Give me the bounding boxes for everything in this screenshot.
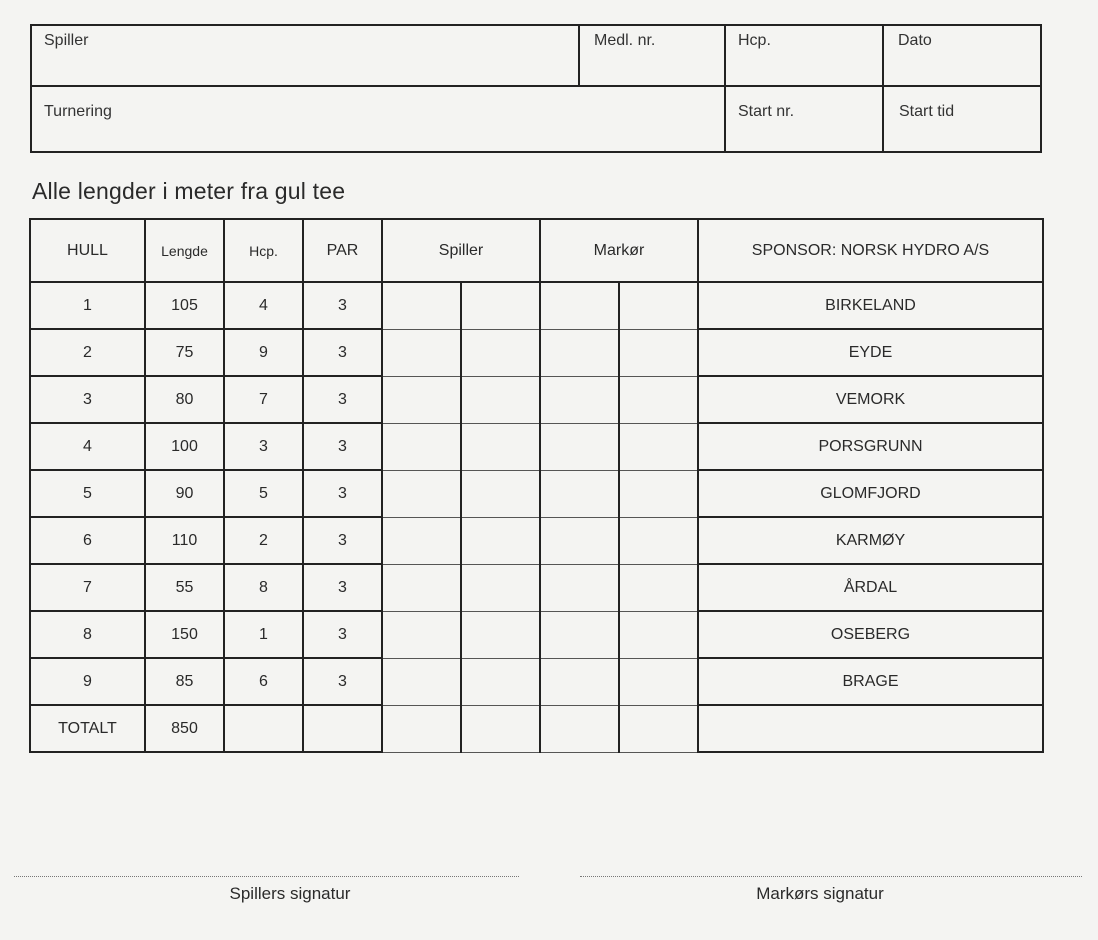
table-row <box>30 423 1043 470</box>
hole-length: 100 <box>145 423 224 470</box>
markor-score-cell[interactable] <box>540 329 619 376</box>
hole-number: 6 <box>30 517 145 564</box>
spiller-score-cell[interactable] <box>461 611 540 658</box>
scorecard-table <box>29 218 1044 753</box>
hole-sponsor: EYDE <box>698 329 1043 376</box>
hole-par: 3 <box>303 517 382 564</box>
hole-length: 90 <box>145 470 224 517</box>
medl-nr-field-label: Medl. nr. <box>594 32 656 49</box>
markor-total-cell[interactable] <box>619 705 698 752</box>
hcp-field-label: Hcp. <box>738 32 771 49</box>
col-header-lengde: Lengde <box>145 219 224 282</box>
spiller-total-cell[interactable] <box>382 705 461 752</box>
hole-hcp: 9 <box>224 329 303 376</box>
spiller-score-cell[interactable] <box>382 517 461 564</box>
spiller-score-cell[interactable] <box>382 658 461 705</box>
dato-field-label: Dato <box>898 32 932 49</box>
markor-score-cell[interactable] <box>619 282 698 329</box>
markor-score-cell[interactable] <box>540 564 619 611</box>
hole-length: 105 <box>145 282 224 329</box>
hole-par: 3 <box>303 658 382 705</box>
hole-number: 7 <box>30 564 145 611</box>
col-header-hcp: Hcp. <box>224 219 303 282</box>
spiller-score-cell[interactable] <box>461 329 540 376</box>
hole-par: 3 <box>303 423 382 470</box>
markor-score-cell[interactable] <box>619 611 698 658</box>
col-header-spiller: Spiller <box>382 219 540 282</box>
hole-number: 5 <box>30 470 145 517</box>
hole-length: 150 <box>145 611 224 658</box>
hole-sponsor: ÅRDAL <box>698 564 1043 611</box>
turnering-field-label: Turnering <box>44 103 112 120</box>
col-header-par: PAR <box>303 219 382 282</box>
player-info-box <box>30 24 1042 153</box>
markor-score-cell[interactable] <box>540 470 619 517</box>
hole-number: 8 <box>30 611 145 658</box>
total-hcp-cell <box>224 705 303 752</box>
total-sponsor-cell <box>698 705 1043 752</box>
hole-sponsor: VEMORK <box>698 376 1043 423</box>
markor-score-cell[interactable] <box>619 517 698 564</box>
spiller-score-cell[interactable] <box>461 658 540 705</box>
spiller-score-cell[interactable] <box>382 423 461 470</box>
hole-number: 9 <box>30 658 145 705</box>
spiller-signature-label: Spillers signatur <box>229 884 351 903</box>
hole-sponsor: OSEBERG <box>698 611 1043 658</box>
hole-hcp: 3 <box>224 423 303 470</box>
header-divider <box>32 85 1040 87</box>
hole-sponsor: PORSGRUNN <box>698 423 1043 470</box>
col-header-hull: HULL <box>30 219 145 282</box>
hole-par: 3 <box>303 329 382 376</box>
length-note: Alle lengder i meter fra gul tee <box>32 178 346 204</box>
markor-score-cell[interactable] <box>619 470 698 517</box>
spiller-total-cell[interactable] <box>461 705 540 752</box>
markor-score-cell[interactable] <box>619 564 698 611</box>
hole-number: 1 <box>30 282 145 329</box>
hole-hcp: 5 <box>224 470 303 517</box>
hole-par: 3 <box>303 282 382 329</box>
spiller-score-cell[interactable] <box>382 282 461 329</box>
hole-sponsor: GLOMFJORD <box>698 470 1043 517</box>
markor-score-cell[interactable] <box>619 376 698 423</box>
col-header-markor: Markør <box>540 219 698 282</box>
hole-hcp: 1 <box>224 611 303 658</box>
header-divider <box>578 26 580 87</box>
hole-number: 3 <box>30 376 145 423</box>
hole-number: 2 <box>30 329 145 376</box>
hole-length: 75 <box>145 329 224 376</box>
hole-number: 4 <box>30 423 145 470</box>
col-header-sponsor: SPONSOR: NORSK HYDRO A/S <box>698 219 1043 282</box>
hole-par: 3 <box>303 470 382 517</box>
total-row <box>30 705 1043 752</box>
markor-score-cell[interactable] <box>540 423 619 470</box>
spiller-score-cell[interactable] <box>382 376 461 423</box>
table-row <box>30 658 1043 705</box>
hole-par: 3 <box>303 376 382 423</box>
markor-score-cell[interactable] <box>619 423 698 470</box>
hole-sponsor: KARMØY <box>698 517 1043 564</box>
spiller-score-cell[interactable] <box>382 329 461 376</box>
hole-hcp: 8 <box>224 564 303 611</box>
hole-length: 110 <box>145 517 224 564</box>
table-row <box>30 517 1043 564</box>
start-nr-field-label: Start nr. <box>738 103 795 120</box>
hole-hcp: 2 <box>224 517 303 564</box>
spiller-score-cell[interactable] <box>461 282 540 329</box>
spiller-score-cell[interactable] <box>461 564 540 611</box>
table-header-row <box>30 219 1043 282</box>
markor-score-cell[interactable] <box>619 329 698 376</box>
spiller-score-cell[interactable] <box>461 517 540 564</box>
total-label: TOTALT <box>30 705 145 752</box>
hole-length: 55 <box>145 564 224 611</box>
hole-sponsor: BRAGE <box>698 658 1043 705</box>
table-row <box>30 329 1043 376</box>
markor-score-cell[interactable] <box>540 611 619 658</box>
header-divider <box>724 26 726 153</box>
spiller-score-cell[interactable] <box>382 611 461 658</box>
total-length: 850 <box>145 705 224 752</box>
hole-length: 85 <box>145 658 224 705</box>
header-divider <box>882 26 884 153</box>
hole-sponsor: BIRKELAND <box>698 282 1043 329</box>
markor-score-cell[interactable] <box>540 517 619 564</box>
spiller-score-cell[interactable] <box>461 470 540 517</box>
table-row <box>30 611 1043 658</box>
markor-signature-line[interactable] <box>580 876 1082 877</box>
markor-score-cell[interactable] <box>540 282 619 329</box>
markor-score-cell[interactable] <box>540 376 619 423</box>
hole-hcp: 6 <box>224 658 303 705</box>
markor-signature-label: Markørs signatur <box>756 884 884 903</box>
table-row <box>30 282 1043 329</box>
hole-length: 80 <box>145 376 224 423</box>
table-row <box>30 564 1043 611</box>
table-row <box>30 470 1043 517</box>
markor-total-cell[interactable] <box>540 705 619 752</box>
markor-score-cell[interactable] <box>540 658 619 705</box>
markor-score-cell[interactable] <box>619 658 698 705</box>
total-par-cell <box>303 705 382 752</box>
hole-par: 3 <box>303 564 382 611</box>
spiller-score-cell[interactable] <box>461 376 540 423</box>
hole-par: 3 <box>303 611 382 658</box>
hole-hcp: 7 <box>224 376 303 423</box>
spiller-field-label: Spiller <box>44 32 89 49</box>
start-tid-field-label: Start tid <box>899 103 955 120</box>
spiller-score-cell[interactable] <box>382 564 461 611</box>
spiller-signature-line[interactable] <box>14 876 519 877</box>
spiller-score-cell[interactable] <box>382 470 461 517</box>
spiller-score-cell[interactable] <box>461 423 540 470</box>
hole-hcp: 4 <box>224 282 303 329</box>
table-row <box>30 376 1043 423</box>
